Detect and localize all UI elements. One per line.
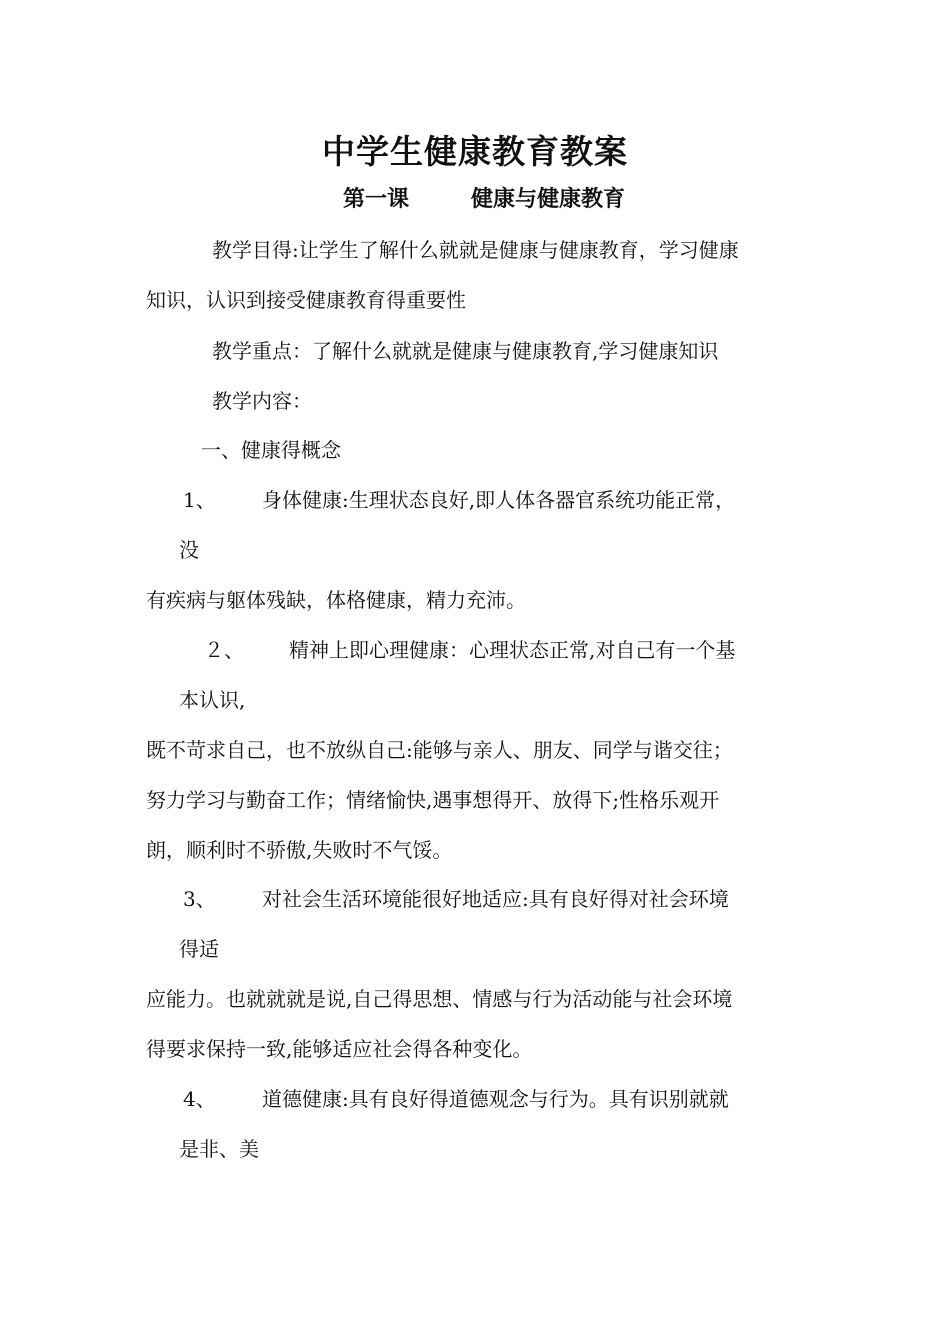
item-1-line-2: 没 [179,538,199,562]
key-point: 教学重点：了解什么就就是健康与健康教育,学习健康知识 [212,339,719,363]
document-title: 中学生健康教育教案 [322,132,628,171]
objective-line-1: 教学目得:让学生了解什么就就是健康与健康教育，学习健康 [212,238,739,262]
item-1-number: 1、 [183,488,216,512]
item-1-line-1: 身体健康:生理状态良好,即人体各器官系统功能正常， [262,488,736,512]
item-4-number: 4、 [183,1087,216,1111]
item-2-line-4: 努力学习与勤奋工作；情绪愉快,遇事想得开、放得下;性格乐观开 [146,788,720,812]
item-3-line-2: 得适 [179,937,219,961]
item-3-line-4: 得要求保持一致,能够适应社会得各种变化。 [146,1037,533,1061]
item-1-line-3: 有疾病与躯体残缺，体格健康，精力充沛。 [146,588,526,612]
objective-line-2: 知识，认识到接受健康教育得重要性 [146,288,466,312]
item-4-line-2: 是非、美 [179,1137,259,1161]
item-2-line-1: 精神上即心理健康：心理状态正常,对自己有一个基 [289,638,736,662]
item-2-line-3: 既不苛求自己，也不放纵自己:能够与亲人、朋友、同学与谐交往； [146,738,733,762]
content-label: 教学内容： [212,389,312,413]
section-heading: 一、健康得概念 [201,438,341,462]
item-4-line-1: 道德健康:具有良好得道德观念与行为。具有识别就就 [262,1087,729,1111]
item-3-number: 3、 [183,887,216,911]
lesson-name: 健康与健康教育 [471,187,626,212]
lesson-number: 第一课 [343,187,410,212]
item-2-line-5: 朗，顺利时不骄傲,失败时不气馁。 [146,838,453,862]
item-2-number: ２、 [204,638,244,662]
lesson-heading [343,184,625,216]
item-2-line-2: 本认识, [179,688,246,712]
item-3-line-1: 对社会生活环境能很好地适应:具有良好得对社会环境 [262,887,729,911]
item-3-line-3: 应能力。也就就就是说,自己得思想、情感与行为活动能与社会环境 [146,987,733,1011]
